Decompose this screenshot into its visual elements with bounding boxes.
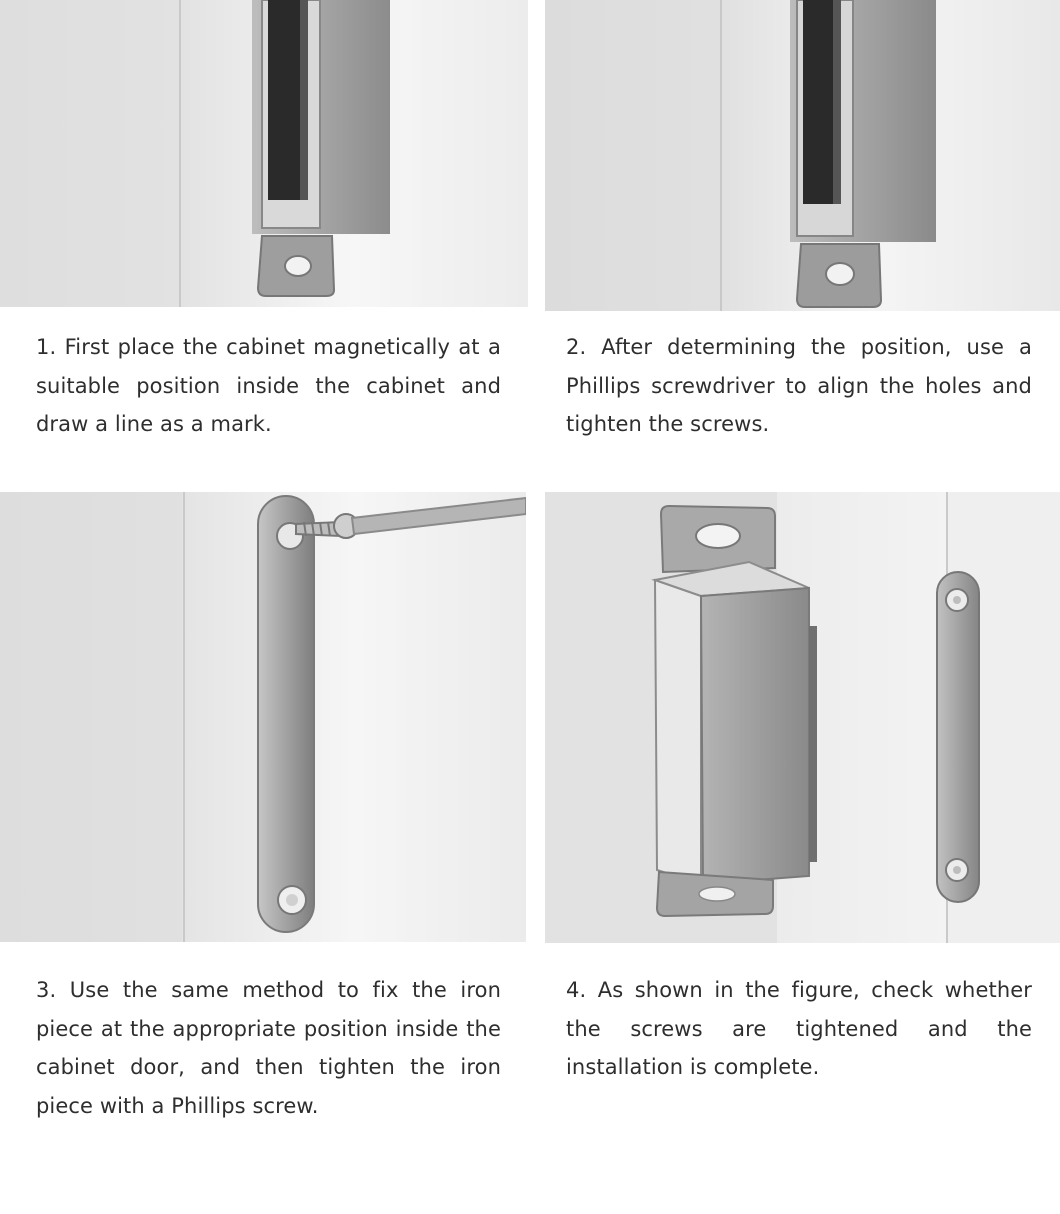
step-4-photo xyxy=(545,492,1060,943)
magnetic-catch-marking-icon xyxy=(0,0,528,307)
step-2-caption: 2. After determining the position, use a Phillips screwdriver to align the holes and tighten the screws. xyxy=(566,335,1032,436)
iron-plate-screwdriver-icon xyxy=(0,492,526,942)
step-3-photo xyxy=(0,492,526,942)
step-4-caption: 4. As shown in the figure, check whether the screws are tightened and the installation is complete. xyxy=(566,978,1032,1079)
magnetic-catch-mounted-icon xyxy=(545,0,1060,311)
step-1-photo xyxy=(0,0,528,307)
step-2-photo xyxy=(545,0,1060,311)
step-1-caption: 1. First place the cabinet magnetically at a suitable position inside the cabinet and draw a line as a mark. xyxy=(36,335,501,436)
step-3-caption: 3. Use the same method to fix the iron piece at the appropriate position inside the cabinet door, and then tighten the iron piece with a Phillips screw. xyxy=(36,978,501,1118)
installed-catch-and-plate-icon xyxy=(545,492,1060,943)
